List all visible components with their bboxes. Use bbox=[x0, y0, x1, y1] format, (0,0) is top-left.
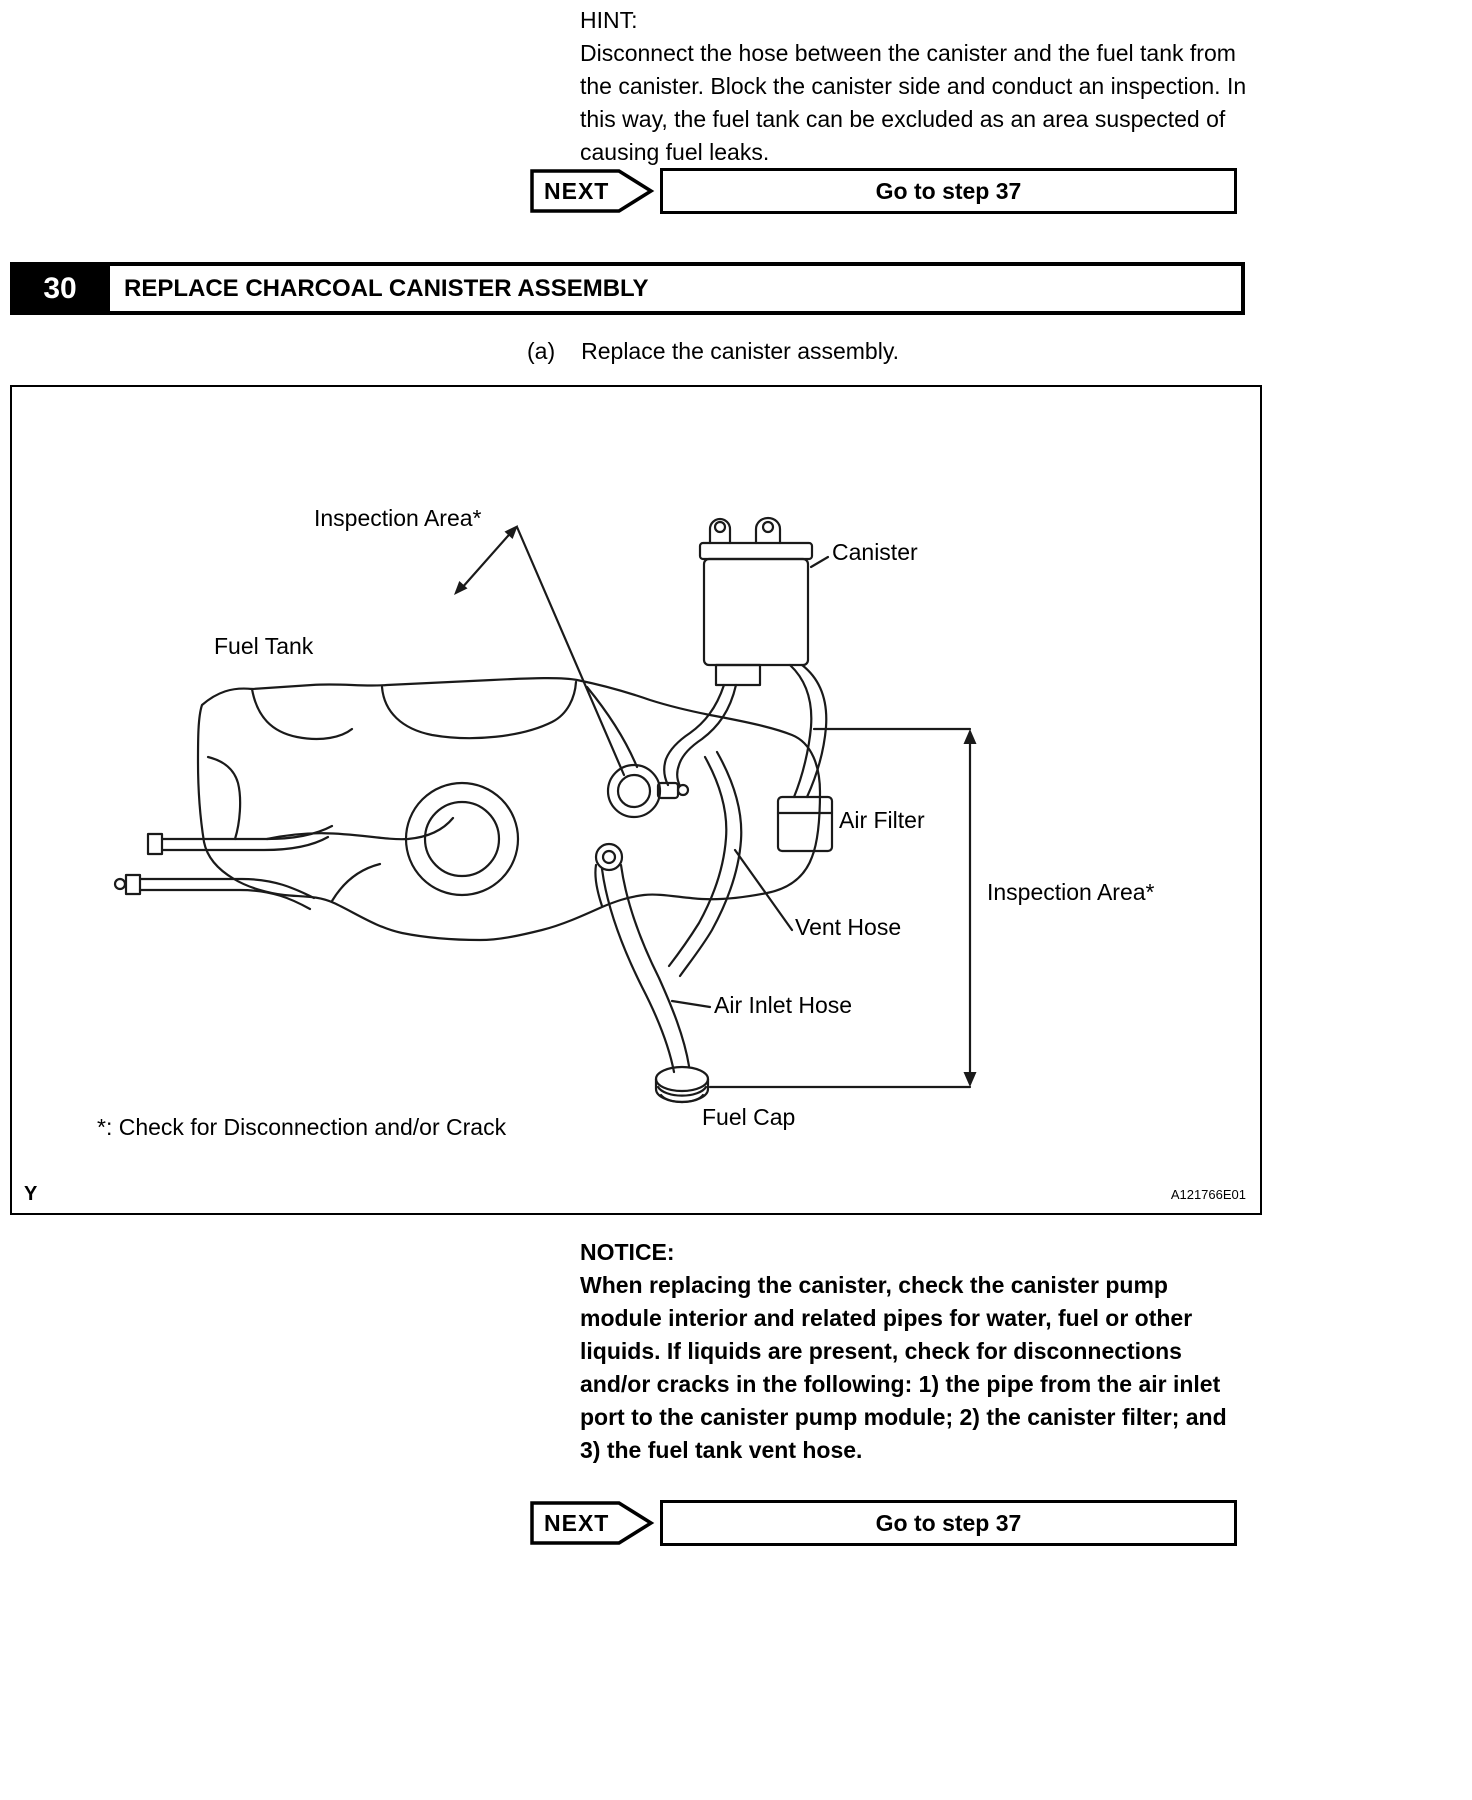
next-banner-bottom bbox=[530, 1500, 656, 1546]
substep-text: Replace the canister assembly. bbox=[581, 338, 900, 364]
notice-label: NOTICE: bbox=[580, 1239, 675, 1265]
label-fuel-cap: Fuel Cap bbox=[702, 1104, 796, 1130]
next-label: NEXT bbox=[544, 177, 610, 204]
figure-code: A121766E01 bbox=[1170, 1187, 1246, 1202]
hint-text: Disconnect the hose between the canister and the fuel tank from the canister. Block the canister side and conduct an inspection. In this way, the fuel tank can be excluded as an area suspected of causing fuel leaks. bbox=[580, 40, 1247, 165]
step-title: REPLACE CHARCOAL CANISTER ASSEMBLY bbox=[106, 266, 1241, 311]
fuel-tank-diagram bbox=[12, 387, 1260, 1213]
label-canister: Canister bbox=[832, 539, 918, 565]
hint-block bbox=[580, 4, 1248, 169]
notice-block bbox=[580, 1236, 1252, 1467]
canister-hoses bbox=[790, 665, 826, 797]
goto-step-text: Go to step 37 bbox=[875, 1509, 1022, 1536]
next-banner-top bbox=[530, 168, 656, 214]
figure-corner-mark: Y bbox=[24, 1183, 38, 1205]
step-number: 30 bbox=[14, 266, 106, 311]
figure-box bbox=[10, 385, 1262, 1215]
inspection-arrow-vertical bbox=[710, 729, 977, 1087]
goto-step-text: Go to step 37 bbox=[875, 177, 1022, 204]
step-header bbox=[10, 262, 1245, 315]
goto-step-box-top bbox=[660, 168, 1237, 214]
canister-drawing bbox=[664, 518, 812, 786]
notice-text: When replacing the canister, check the canister pump module interior and related pipes for water, fuel or other liquids. If liquids are present, check for disconnections and/or cracks in the following: 1) the pipe from the air inlet port to the canister pump module; 2) the canister filter; and 3) the fuel tank vent hose. bbox=[580, 1272, 1227, 1463]
fuel-cap-drawing bbox=[656, 1067, 708, 1102]
substep-marker: (a) bbox=[527, 338, 556, 364]
label-vent-hose: Vent Hose bbox=[795, 914, 902, 940]
hint-label: HINT: bbox=[580, 7, 638, 33]
air-filter-drawing bbox=[778, 797, 832, 851]
tank-grommet bbox=[608, 765, 688, 817]
label-inspection-area-top: Inspection Area* bbox=[314, 505, 482, 531]
label-inspection-area-right: Inspection Area* bbox=[987, 879, 1155, 905]
next-label: NEXT bbox=[544, 1509, 610, 1536]
substep-line bbox=[527, 338, 899, 365]
label-fuel-tank: Fuel Tank bbox=[214, 633, 314, 659]
goto-step-box-bottom bbox=[660, 1500, 1237, 1546]
label-air-inlet-hose: Air Inlet Hose bbox=[714, 992, 853, 1018]
figure-footnote: *: Check for Disconnection and/or Crack bbox=[97, 1114, 507, 1140]
label-air-filter: Air Filter bbox=[839, 807, 925, 833]
